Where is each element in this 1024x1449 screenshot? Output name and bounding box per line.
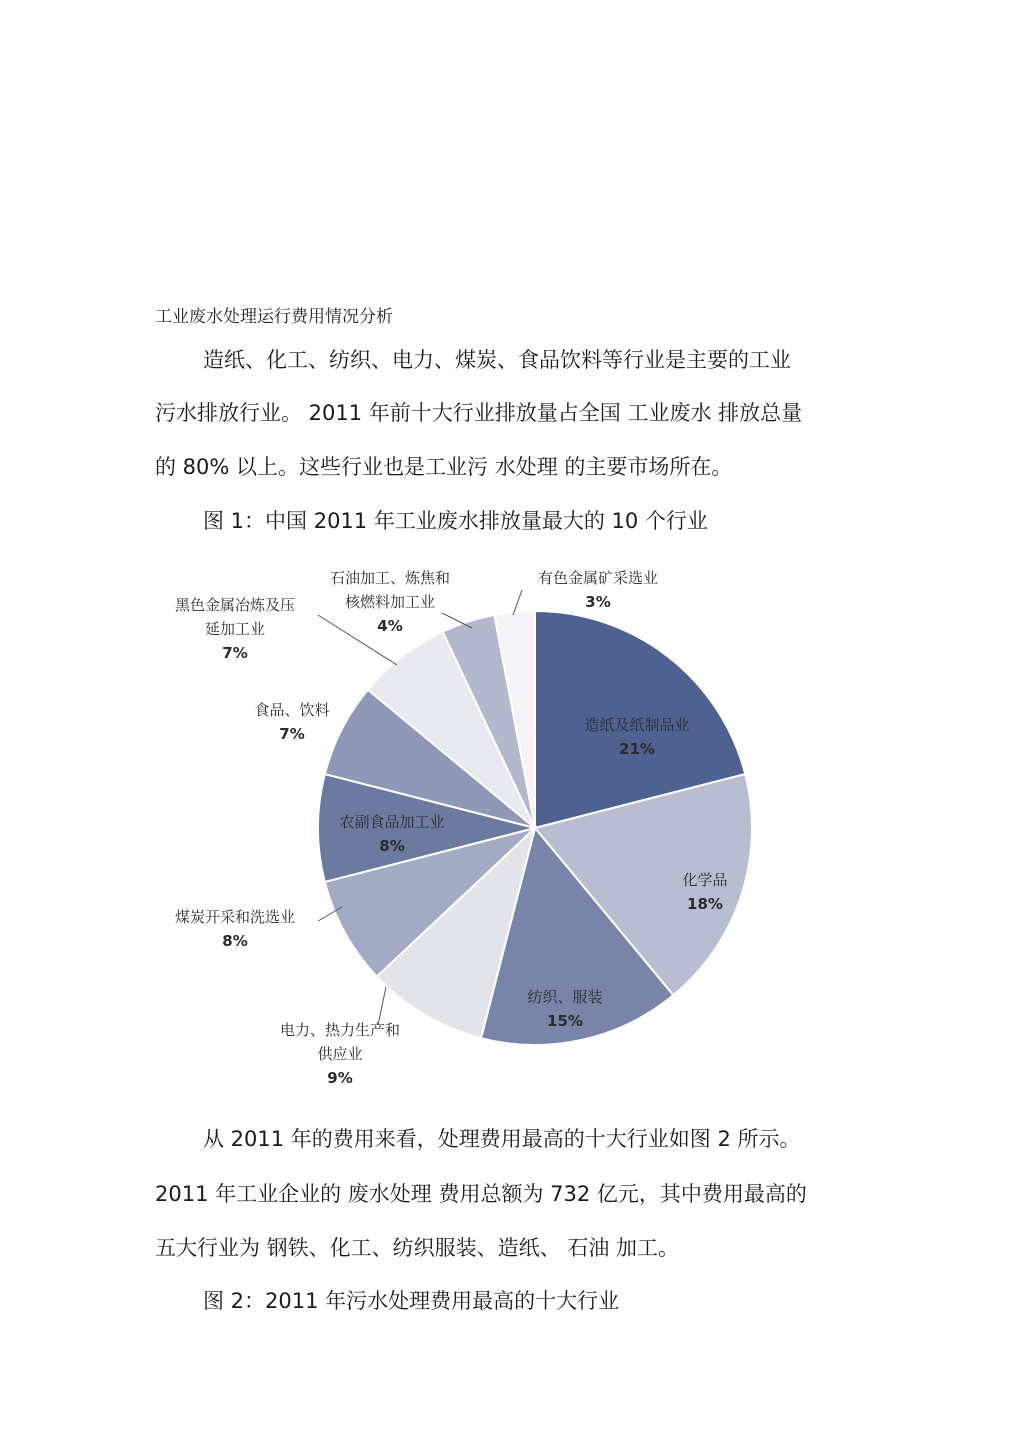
slice-label-8: 黑色金属冶炼及压 <box>174 596 296 614</box>
slice-label-9: 核燃料加工业 <box>344 593 436 611</box>
paragraph-2-line-3: 五大行业为 钢铁、化工、纺织服装、造纸、 石油 加工。 <box>155 1236 680 1260</box>
figure-2-caption: 图 2：2011 年污水处理费用最高的十大行业 <box>203 1289 620 1313</box>
figure-1-pie-chart <box>140 555 880 1100</box>
paragraph-2-line-2: 2011 年工业企业的 废水处理 费用总额为 732 亿元，其中费用最高的 <box>155 1182 807 1206</box>
leader-line-4 <box>378 987 386 1025</box>
slice-label-9: 石油加工、炼焦和 <box>329 569 451 587</box>
slice-percent-3: 15% <box>547 1012 583 1030</box>
slice-label-5: 煤炭开采和洗选业 <box>174 908 296 926</box>
pie-chart-svg <box>140 555 880 1100</box>
slice-percent-10: 3% <box>585 593 611 611</box>
paragraph-2-line-1: 从 2011 年的费用来看，处理费用最高的十大行业如图 2 所示。 <box>203 1127 801 1151</box>
document-title: 工业废水处理运行费用情况分析 <box>155 307 393 327</box>
slice-percent-9: 4% <box>377 617 403 635</box>
slice-percent-2: 18% <box>687 895 723 913</box>
slice-label-7: 食品、饮料 <box>254 701 330 719</box>
slice-label-8: 延加工业 <box>204 620 266 638</box>
slice-label-1: 造纸及纸制品业 <box>584 716 690 734</box>
slice-label-6: 农副食品加工业 <box>339 813 445 831</box>
slice-percent-7: 7% <box>279 725 305 743</box>
slice-percent-6: 8% <box>379 837 405 855</box>
figure-1-caption: 图 1：中国 2011 年工业废水排放量最大的 10 个行业 <box>203 509 708 533</box>
slice-label-4: 供应业 <box>317 1045 363 1063</box>
slice-percent-8: 7% <box>222 644 248 662</box>
paragraph-1-line-3: 的 80% 以上。这些行业也是工业污 水处理 的主要市场所在。 <box>155 455 733 479</box>
slice-percent-5: 8% <box>222 932 248 950</box>
slice-percent-4: 9% <box>327 1069 353 1087</box>
slice-percent-1: 21% <box>619 740 655 758</box>
paragraph-1-line-1: 造纸、化工、纺织、电力、煤炭、食品饮料等行业是主要的工业 <box>203 348 791 372</box>
paragraph-1-line-2: 污水排放行业。 2011 年前十大行业排放量占全国 工业废水 排放总量 <box>155 401 803 425</box>
slice-label-10: 有色金属矿采选业 <box>537 569 659 587</box>
slice-label-2: 化学品 <box>682 871 728 889</box>
slice-label-4: 电力、热力生产和 <box>279 1021 401 1039</box>
slice-label-3: 纺织、服装 <box>527 988 603 1006</box>
